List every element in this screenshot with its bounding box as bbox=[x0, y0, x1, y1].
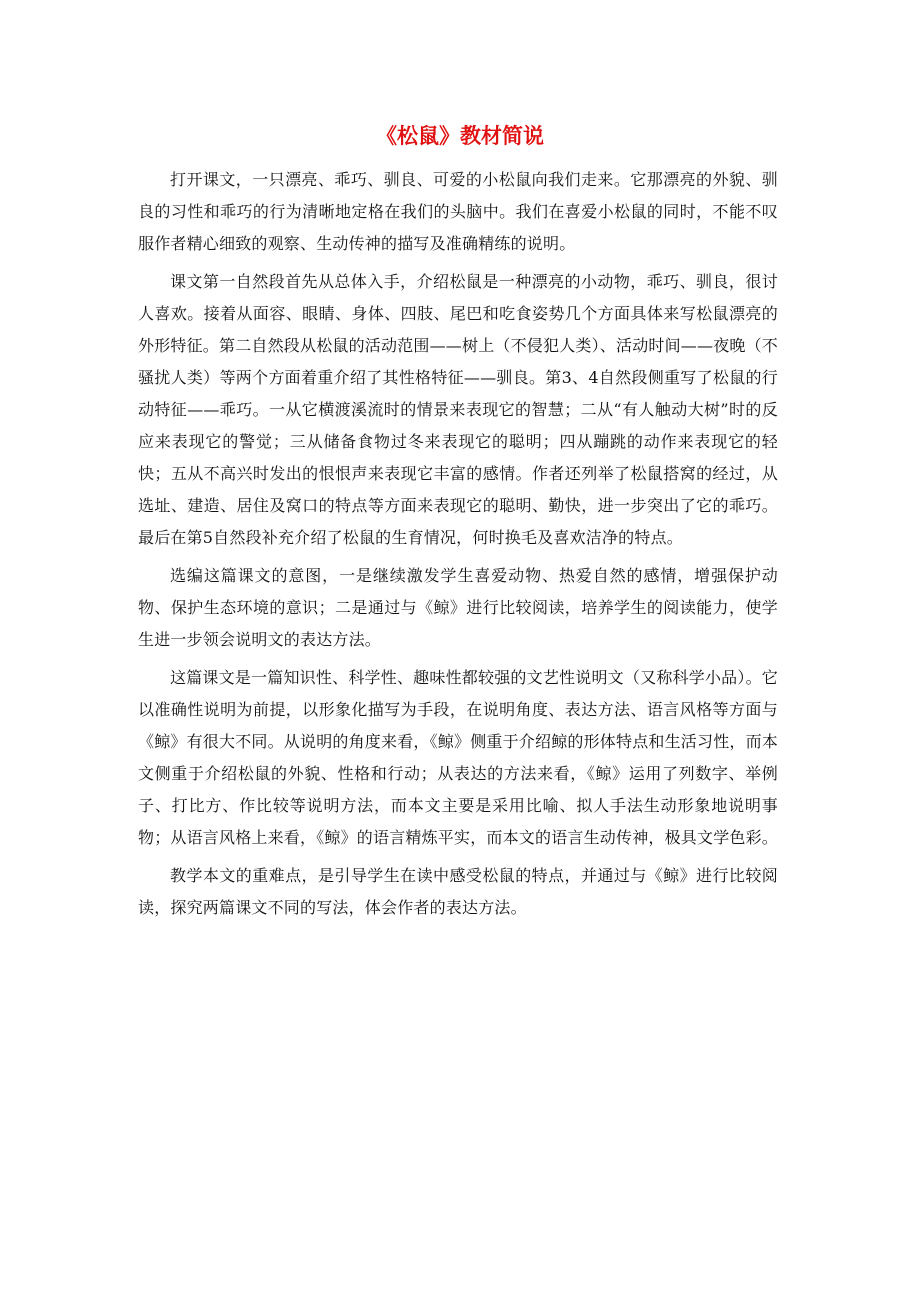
paragraph-structure: 课文第一自然段首先从总体入手，介绍松鼠是一种漂亮的小动物，乖巧、驯良，很讨人喜欢。接着从面容、眼睛、身体、四肢、尾巴和吃食姿势几个方面具体来写松鼠漂亮的外形特征。第二自然段从松鼠的活动范围——树上（不侵犯人类）、活动时间——夜晚（不骚扰人类）等两个方面着重介绍了其性格特征——驯良。第3、4自然段侧重写了松鼠的行动特征——乖巧。一从它横渡溪流时的情景来表现它的智慧；二从“有人触动大树”时的反应来表现它的警觉；三从储备食物过冬来表现它的聪明；四从蹦跳的动作来表现它的轻快；五从不高兴时发出的恨恨声来表现它丰富的感情。作者还列举了松鼠搭窝的经过，从选址、建造、居住及窝口的特点等方面来表现它的聪明、勤快，进一步突出了它的乖巧。最后在第5自然段补充介绍了松鼠的生育情况，何时换毛及喜欢洁净的特点。 bbox=[138, 272, 779, 547]
paragraph-comparison: 这篇课文是一篇知识性、科学性、趣味性都较强的文艺性说明文（又称科学小品）。它以准确性说明为前提，以形象化描写为手段，在说明角度、表达方法、语言风格等方面与《鲸》有很大不同。从说明的角度来看，《鲸》侧重于介绍鲸的形体特点和生活习性，而本文侧重于介绍松鼠的外貌、性格和行动；从表达的方法来看，《鲸》运用了列数字、举例子、打比方、作比较等说明方法，而本文主要是采用比喻、拟人手法生动形象地说明事物；从语言风格上来看，《鲸》的语言精炼平实，而本文的语言生动传神，极具文学色彩。 bbox=[138, 668, 779, 847]
paragraph-intro: 打开课文，一只漂亮、乖巧、驯良、可爱的小松鼠向我们走来。它那漂亮的外貌、驯良的习性和乖巧的行为清晰地定格在我们的头脑中。我们在喜爱小松鼠的同时，不能不叹服作者精心细致的观察、生动传神的描写及准确精练的说明。 bbox=[138, 170, 778, 253]
paragraph-teaching-focus: 教学本文的重难点，是引导学生在读中感受松鼠的特点，并通过与《鲸》进行比较阅读，探究两篇课文不同的写法，体会作者的表达方法。 bbox=[138, 866, 778, 917]
document-body bbox=[138, 164, 778, 930]
page-title: 《松鼠》教材简说 bbox=[376, 123, 544, 148]
paragraph-purpose: 选编这篇课文的意图，一是继续激发学生喜爱动物、热爱自然的感情，增强保护动物、保护生态环境的意识；二是通过与《鲸》进行比较阅读，培养学生的阅读能力，使学生进一步领会说明文的表达方法。 bbox=[138, 566, 778, 649]
